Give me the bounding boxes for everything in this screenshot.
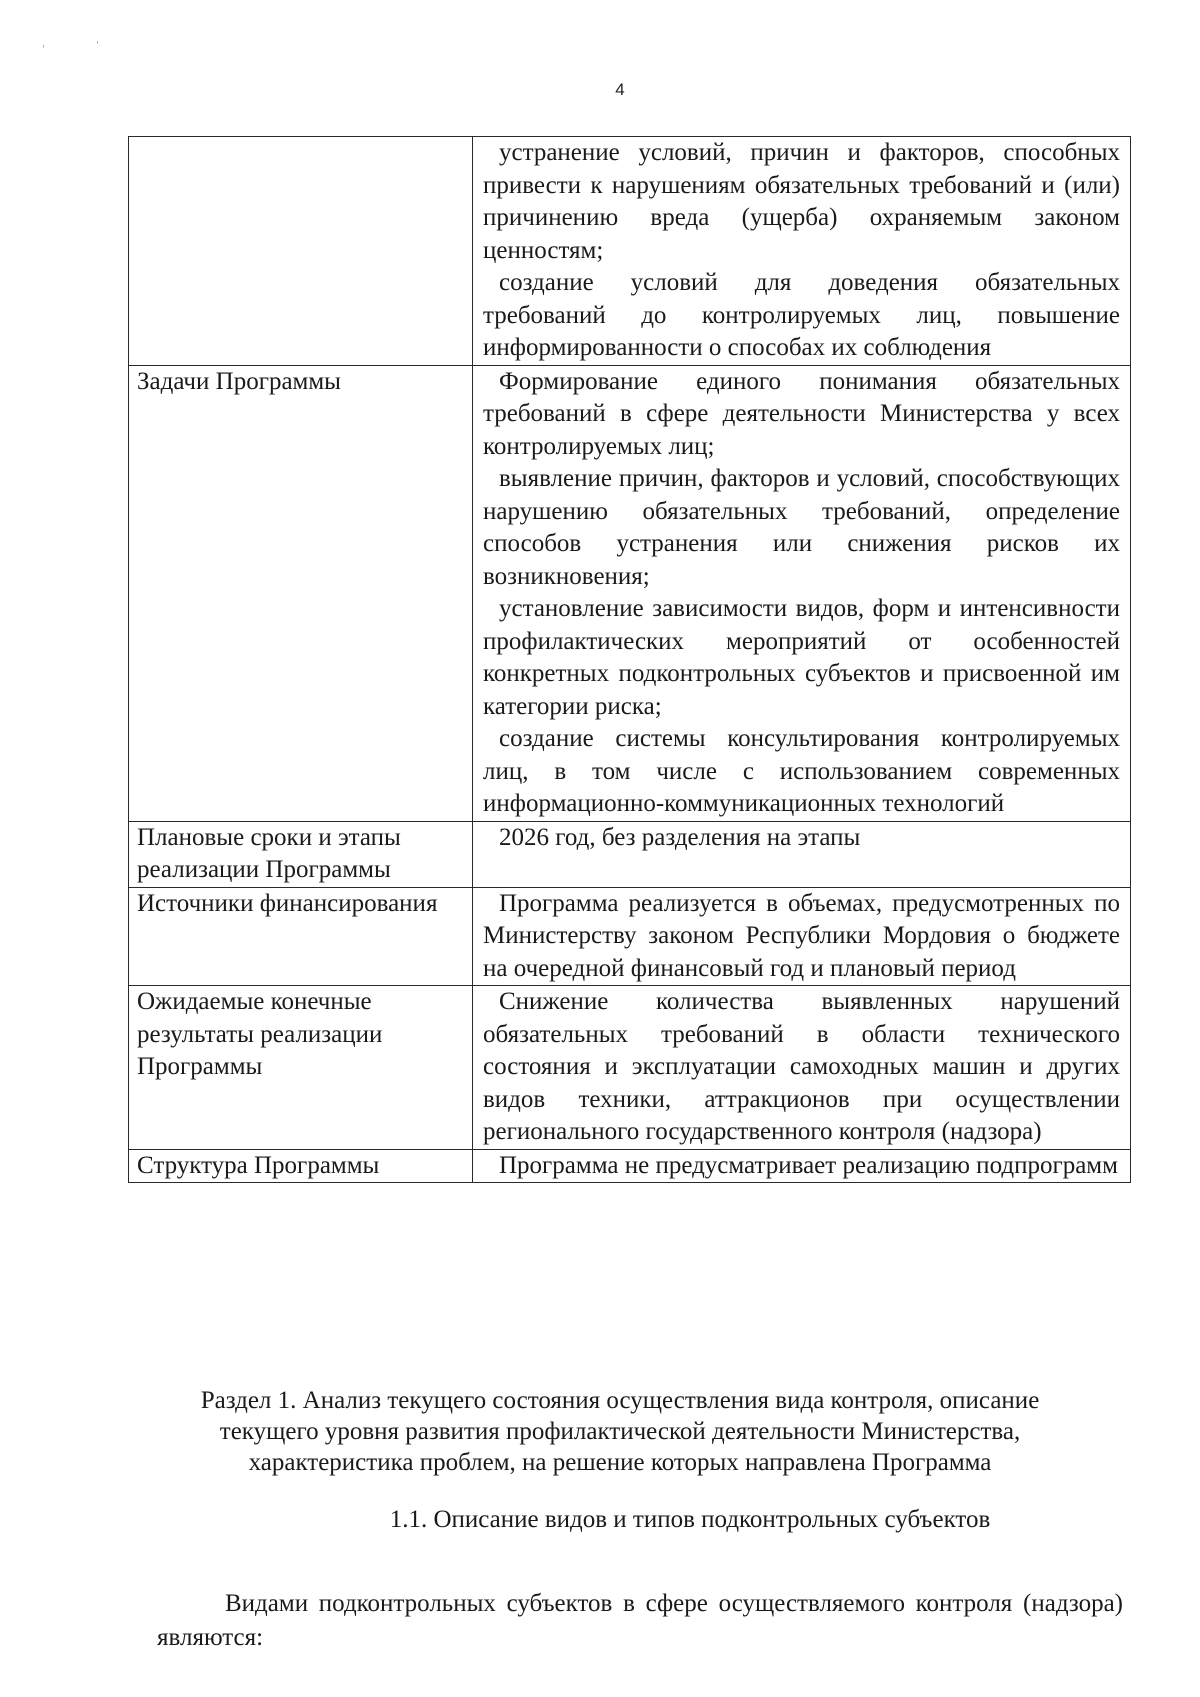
table-row xyxy=(129,1149,1131,1183)
content-paragraph: устранение условий, причин и факторов, способных привести к нарушениям обязательных требований и (или) причинению вреда (ущерба) охраняемым законом ценностям; xyxy=(483,139,1120,264)
row-label: Ожидаемые конечные результаты реализации Программы xyxy=(129,986,473,1150)
row-label: Задачи Программы xyxy=(129,365,473,821)
content-paragraph: Снижение количества выявленных нарушений обязательных требований в области технического состояния и эксплуатации самоходных машин и других видов техники, аттракционов при осуществлении регионального государственного контроля (надзора) xyxy=(483,988,1120,1145)
scan-artifact: ' xyxy=(42,44,45,55)
section-title-line: Раздел 1. Анализ текущего состояния осуществления вида контроля, описание xyxy=(200,1387,1040,1414)
row-content xyxy=(473,137,1131,366)
subsection-title: 1.1. Описание видов и типов подконтрольных субъектов xyxy=(389,1506,991,1533)
row-label: Источники финансирования xyxy=(129,887,473,986)
content-paragraph: создание условий для доведения обязательных требований до контролируемых лиц, повышение информированности о способах их соблюдения xyxy=(483,269,1120,361)
row-content xyxy=(473,1149,1131,1183)
scan-artifact: ' xyxy=(96,40,99,51)
table-row xyxy=(129,365,1131,821)
content-paragraph: Программа реализуется в объемах, предусмотренных по Министерству законом Республики Мордовия о бюджете на очередной финансовый год и плановый период xyxy=(483,889,1120,982)
table-row xyxy=(129,821,1131,887)
row-content xyxy=(473,986,1131,1150)
row-label xyxy=(129,137,473,366)
row-content xyxy=(473,887,1131,986)
row-label: Плановые сроки и этапы реализации Программы xyxy=(129,821,473,887)
section-title-line: характеристика проблем, на решение которых направлена Программа xyxy=(248,1449,992,1476)
content-paragraph: Формирование единого понимания обязательных требований в сфере деятельности Министерства у всех контролируемых лиц; xyxy=(483,367,1120,460)
content-paragraph: выявление причин, факторов и условий, способствующих нарушению обязательных требований, определение способов устранения или снижения рисков их возникновения; xyxy=(483,465,1120,590)
row-content xyxy=(473,821,1131,887)
row-label: Структура Программы xyxy=(129,1149,473,1183)
row-content xyxy=(473,365,1131,821)
page-number: 4 xyxy=(615,80,625,99)
table-row xyxy=(129,986,1131,1150)
content-paragraph: Программа не предусматривает реализацию подпрограмм xyxy=(499,1151,1118,1179)
content-paragraph: установление зависимости видов, форм и интенсивности профилактических мероприятий от особенностей конкретных подконтрольных субъектов и присвоенной им категории риска; xyxy=(483,595,1120,720)
program-passport-table xyxy=(128,136,1131,1183)
body-paragraph: Видами подконтрольных субъектов в сфере осуществляемого контроля (надзора) являются: xyxy=(157,1590,1123,1651)
content-paragraph: 2026 год, без разделения на этапы xyxy=(499,823,861,851)
section-title xyxy=(140,1385,1100,1478)
section-title-line: текущего уровня развития профилактической деятельности Министерства, xyxy=(219,1418,1021,1445)
table-row xyxy=(129,137,1131,366)
table-row xyxy=(129,887,1131,986)
content-paragraph: создание системы консультирования контролируемых лиц, в том числе с использованием современных информационно-коммуникационных технологий xyxy=(483,725,1120,817)
